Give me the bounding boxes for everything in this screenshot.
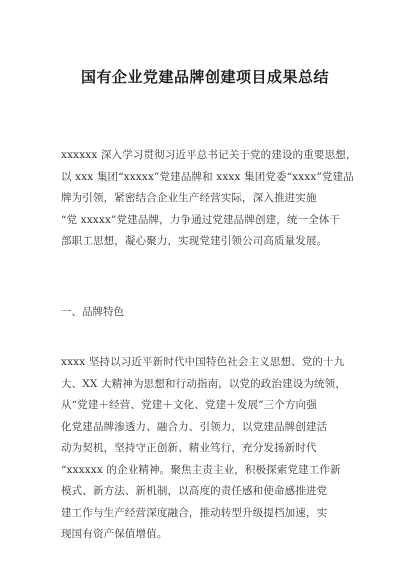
paragraph-line: 模式、新方法、新机制，以高度的责任感和使命感推进党 bbox=[61, 485, 328, 497]
brand-features-paragraph bbox=[61, 352, 367, 546]
paragraph-line: 部职工思想，凝心聚力，实现党建引领公司高质量发展。 bbox=[61, 235, 328, 247]
paragraph-line: 现国有资产保值增值。 bbox=[61, 528, 168, 540]
paragraph-line: xxxxxx 深入学习贯彻习近平总书记关于党的建设的重要思想， bbox=[61, 149, 357, 161]
paragraph-line: 牌为引领，紧密结合企业生产经营实际，深入推进实施 bbox=[61, 192, 317, 204]
paragraph-line: 化党建品牌渗透力、融合力、引领力，以党建品牌创建活 bbox=[61, 420, 328, 433]
document-title: 国有企业党建品牌创建项目成果总结 bbox=[80, 68, 329, 86]
paragraph-line: 以 xxx 集团“xxxxx”党建品牌和 xxxx 集团党委“xxxx”党建品 bbox=[61, 170, 354, 183]
paragraph-line: 动为契机，坚持守正创新、精业笃行，充分发扬新时代 bbox=[61, 442, 317, 454]
paragraph-line: xxxx 坚持以习近平新时代中国特色社会主义思想、党的十九 bbox=[61, 356, 345, 368]
paragraph-line: “xxxxxx 的企业精神。聚焦主责主业，积极探索党建工作新 bbox=[61, 463, 341, 476]
intro-paragraph bbox=[61, 145, 367, 253]
paragraph-line: 大、XX 大精神为思想和行动指南，以党的政治建设为统领， bbox=[61, 377, 346, 390]
paragraph-line: 从“党建＋经营、党建＋文化、党建＋发展”三个方向强 bbox=[61, 399, 317, 411]
paragraph-line: 建工作与生产经营深度融合，推动转型升级提档加速，实 bbox=[61, 506, 328, 519]
section-heading: 一、品牌特色 bbox=[61, 306, 124, 318]
paragraph-line: “党 xxxxx”党建品牌，力争通过党建品牌创建，统一全体干 bbox=[61, 213, 341, 226]
